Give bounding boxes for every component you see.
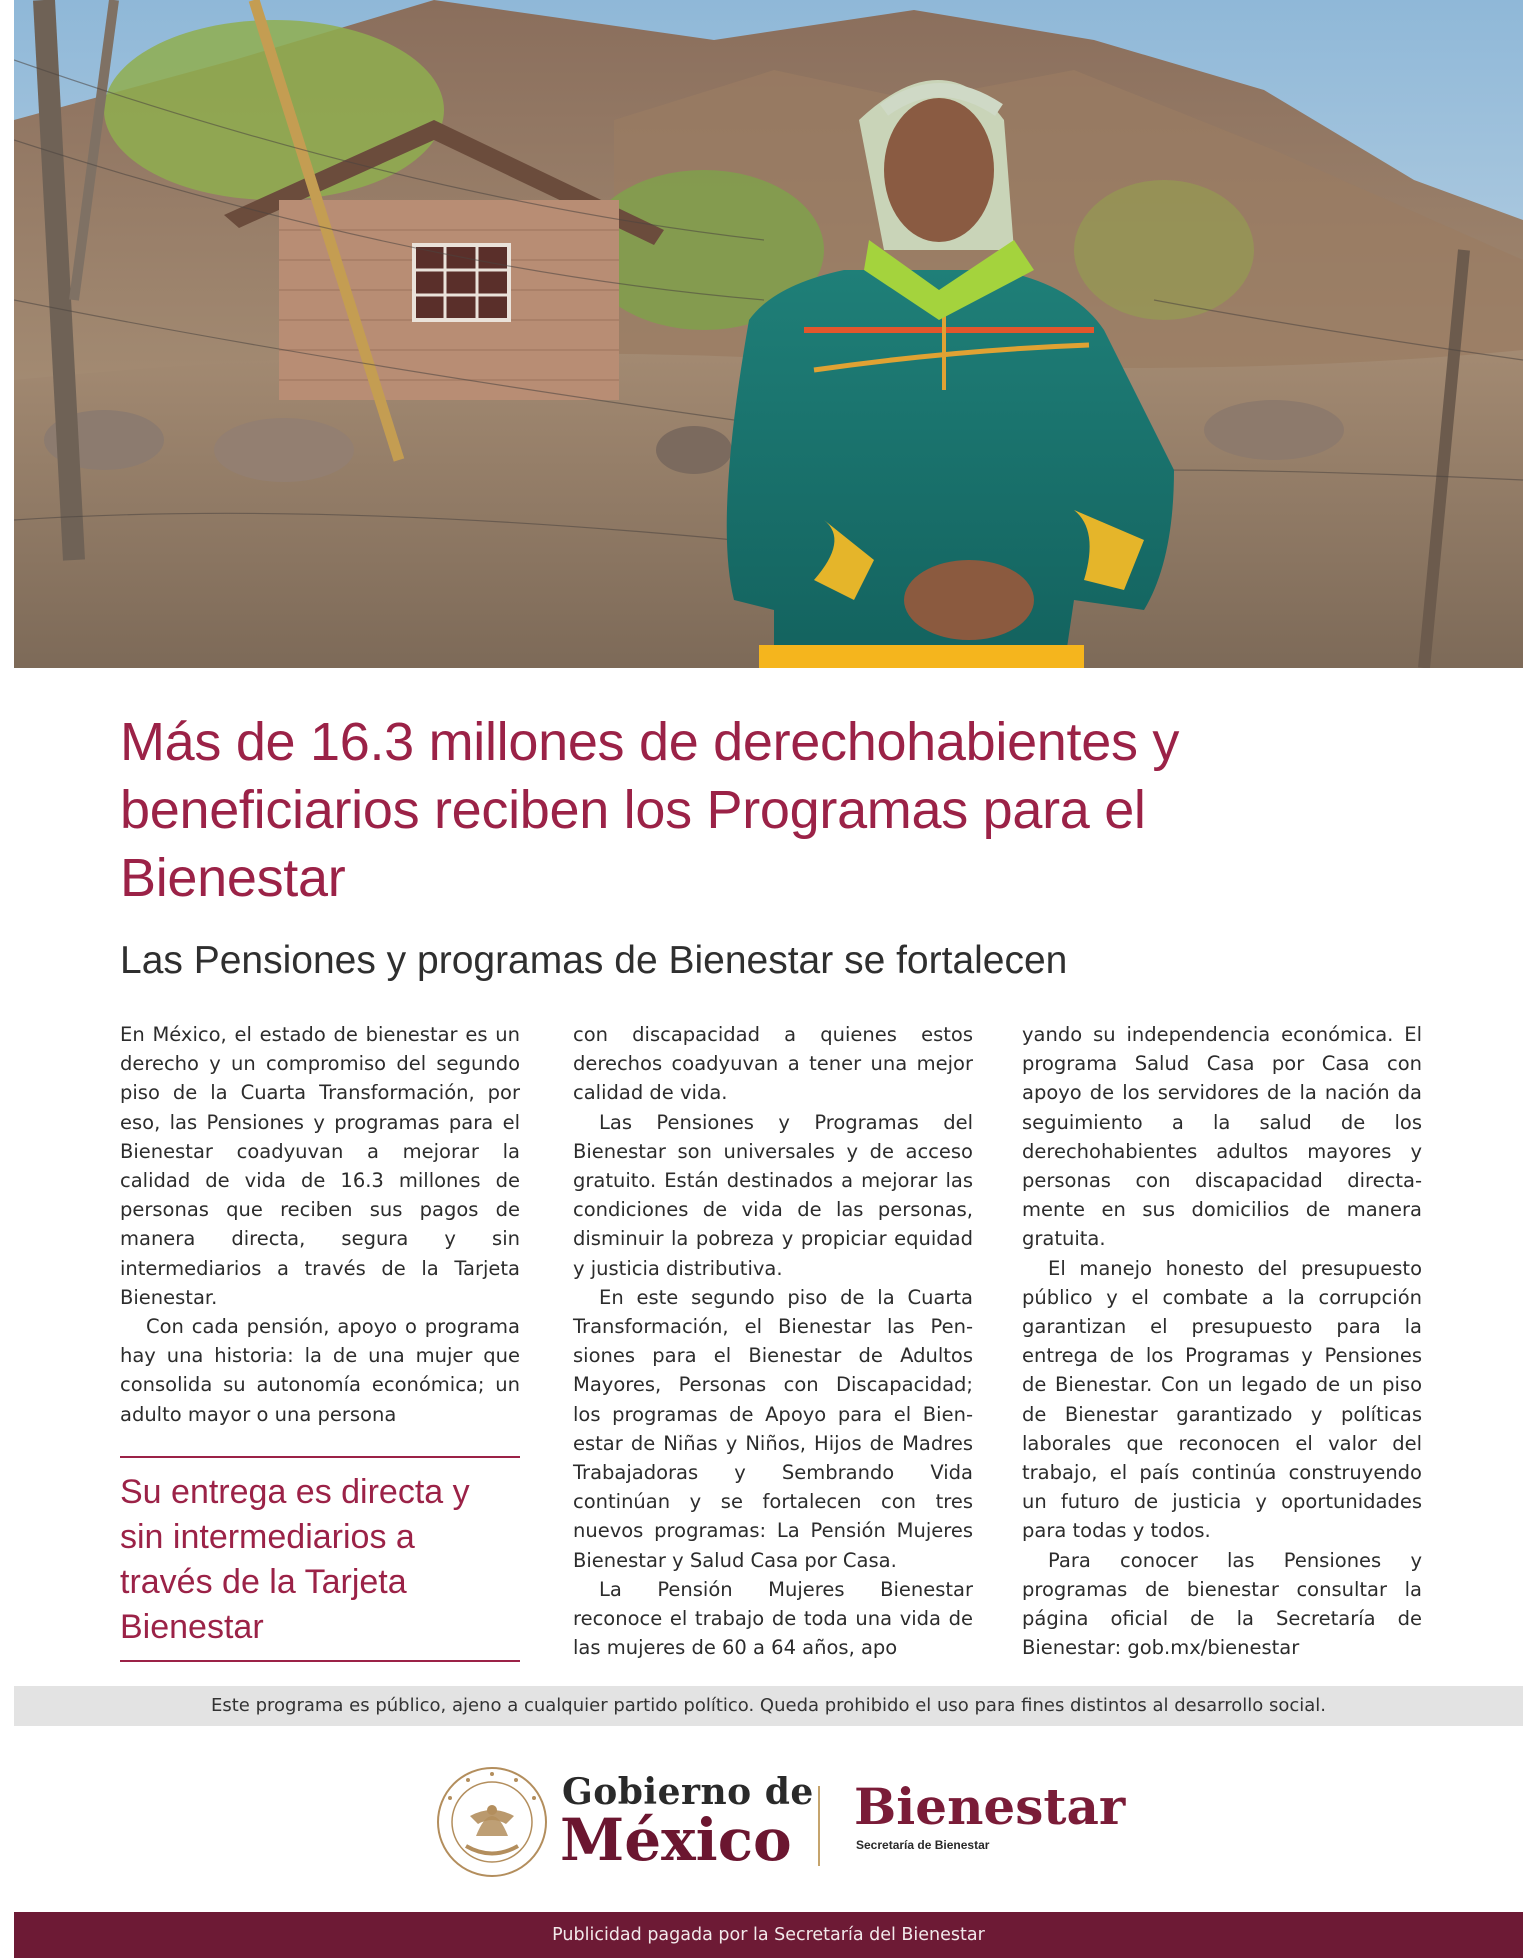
paragraph: En México, el estado de bienestar es un derecho y un compromiso del segundo piso de la Cuarta Transformación, por eso, las Pensiones y programas para el Bienestar coadyuvan a mejorar la calidad de vida de 16.3 millones de personas que reciben sus pagos de manera directa, segura y sin intermediarios a través de la Tarjeta Bienestar. — [120, 1023, 520, 1309]
bienestar-wordmark: Bienestar — [854, 1777, 1126, 1836]
bienestar-subtitle: Secretaría de Bienestar — [856, 1838, 990, 1852]
pull-quote — [120, 1456, 520, 1662]
mexico-seal-icon — [436, 1766, 548, 1878]
paragraph: yando su independencia económica. El programa Salud Casa por Casa con apoyo de los servidores de la nación da seguimiento a la salud de los derechohabientes adultos mayores y personas con discapacidad directamente en sus domicilios de manera gratuita. — [1022, 1023, 1422, 1251]
hero-photo-illustration — [14, 0, 1523, 668]
paragraph: La Pensión Mujeres Bienestar reconoce el trabajo de toda una vida de las mujeres de 60 a 64 años, apo — [573, 1577, 973, 1660]
footer-bar: Publicidad pagada por la Secretaría del Bienestar — [14, 1912, 1523, 1958]
column-3 — [1022, 1020, 1422, 1662]
column-1 — [120, 1020, 520, 1429]
headline: Más de 16.3 millones de derechohabientes y beneficiarios reciben los Programas para el Bienestar — [120, 712, 1180, 908]
pull-quote-line: sin intermediarios a — [120, 1518, 415, 1556]
logo-divider — [818, 1786, 820, 1866]
paragraph: Con cada pensión, apoyo o programa hay una historia: la de una mujer que consolida su autonomía económica; un adulto mayor o una persona — [120, 1315, 520, 1426]
hero-photo — [14, 0, 1523, 668]
column-2 — [573, 1020, 973, 1662]
paragraph: El manejo honesto del presupuesto público y el combate a la corrupción garantizan el presupuesto para la entrega de los Programas y Pensiones de Bienestar. Con un legado de un piso de Bienestar garantizado y políticas laborales que reconocen el valor del trabajo, el país continúa construyendo un futuro de justicia y oportunidades para todas y todos. — [1022, 1256, 1422, 1543]
disclaimer-bar: Este programa es público, ajeno a cualquier partido político. Queda prohibido el uso para fines distintos al desarrollo social. — [14, 1686, 1523, 1726]
pull-quote-line: través de la Tarjeta — [120, 1563, 407, 1601]
pull-quote-line: Su entrega es directa y — [120, 1473, 470, 1511]
mexico-wordmark: México — [560, 1806, 792, 1874]
paragraph: con discapacidad a quienes estos derechos coadyuvan a tener una mejor calidad de vida. — [573, 1023, 973, 1105]
gobierno-de-wordmark: Gobierno de — [562, 1771, 814, 1813]
paragraph: Para conocer las Pensiones y programas de bienestar consultar la página oficial de la Secretaría de Bienestar: gob.mx/bienestar — [1022, 1548, 1422, 1660]
paragraph: En este segundo piso de la Cuarta Transformación, el Bienestar las Pensiones para el Bienestar de Adultos Mayores, Personas con Discapacidad; los programas de Apoyo para el Bienestar de Niñas y Niños, Hijos de Madres Trabajadoras y Sembrando Vida continúan y se fortalecen con tres nuevos programas: La Pensión Mujeres Bienestar y Salud Casa por Casa. — [573, 1285, 973, 1572]
subheadline: Las Pensiones y programas de Bienestar se fortalecen — [120, 939, 1068, 982]
paragraph: Las Pensiones y Programas del Bienestar son universales y de acceso gratuito. Están destinados a mejorar las condiciones de vida de las personas, disminuir la pobreza y propiciar equidad y justicia distributiva. — [573, 1110, 973, 1280]
pull-quote-line: Bienestar — [120, 1608, 264, 1646]
